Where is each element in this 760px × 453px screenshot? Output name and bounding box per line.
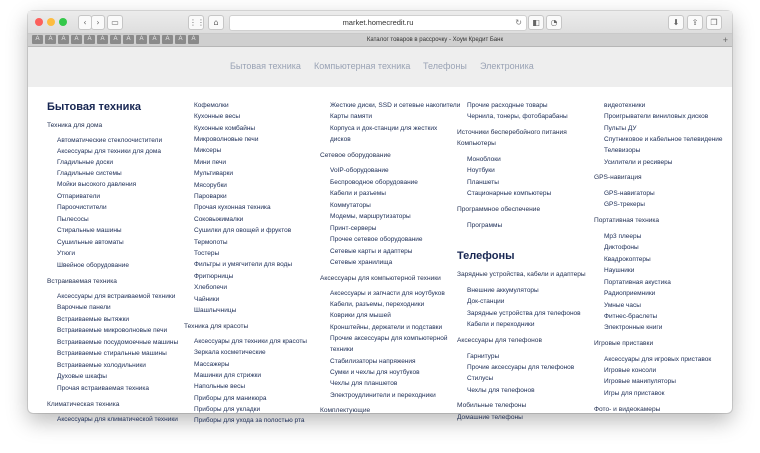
list-item[interactable]: Аксессуары для игровых приставок [604, 356, 712, 363]
list-item[interactable]: Программы [467, 222, 503, 229]
list-item[interactable]: Отпариватели [57, 193, 100, 200]
list-item[interactable]: Прочая кухонная техника [194, 204, 271, 211]
list-item[interactable]: Кофемолки [194, 102, 229, 109]
category-title[interactable]: Источники бесперебойного питания [457, 129, 567, 136]
list-item[interactable]: Планшеты [467, 179, 499, 186]
category-title[interactable]: Комплектующие [320, 407, 371, 414]
list-item[interactable]: Кухонные весы [194, 113, 241, 120]
list-item[interactable]: Принт-серверы [330, 225, 377, 232]
list-item[interactable]: Карты памяти [330, 113, 373, 120]
list-item[interactable]: Аксессуары и запчасти для ноутбуков [330, 290, 445, 297]
section-heading-appliances: Бытовая техника [47, 101, 141, 113]
category-title[interactable]: Мобильные телефоны [457, 402, 527, 409]
list-item[interactable]: Встраиваемые холодильники [57, 362, 146, 369]
list-item[interactable]: Встраиваемые микроволновые печи [57, 327, 168, 334]
list-item[interactable]: Игровые консоли [604, 367, 657, 374]
list-item[interactable]: Игровые манипуляторы [604, 378, 676, 385]
list-item[interactable]: Чернила, тонеры, фотобарабаны [467, 113, 568, 120]
list-item[interactable]: Массажеры [194, 361, 230, 368]
pinned-tab[interactable]: A [45, 35, 56, 44]
list-item[interactable]: Утюги [57, 250, 75, 257]
pinned-tab[interactable]: A [175, 35, 186, 44]
list-item[interactable]: Варочные панели [57, 304, 111, 311]
bookmark-icon[interactable]: ◔ [546, 15, 562, 30]
list-item[interactable]: Мультиварки [194, 170, 233, 177]
list-item[interactable]: Док-станции [467, 298, 505, 305]
list-item[interactable]: Фильтры и умягчители для воды [194, 261, 293, 268]
list-item[interactable]: Диктофоны [604, 244, 639, 251]
forward-button[interactable]: › [91, 15, 105, 30]
list-item[interactable]: Мини печи [194, 159, 227, 166]
browser-window [28, 11, 732, 424]
list-item[interactable]: GPS-трекеры [604, 201, 645, 208]
list-item[interactable]: Кабели, разъемы, переходники [330, 301, 425, 308]
list-item[interactable]: Сетевые карты и адаптеры [330, 248, 413, 255]
list-item[interactable]: GPS-навигаторы [604, 190, 655, 197]
category-title[interactable]: Фото- и видеокамеры [594, 406, 661, 413]
list-item[interactable]: Встраиваемые стиральные машины [57, 350, 167, 357]
list-item[interactable]: Спутниковое и кабельное телевидение [604, 136, 723, 143]
list-item[interactable]: Мясорубки [194, 182, 227, 189]
list-item[interactable]: Сумки и чехлы для ноутбуков [330, 369, 420, 376]
pinned-tab[interactable]: A [136, 35, 147, 44]
pinned-tab[interactable]: A [110, 35, 121, 44]
list-item[interactable]: Фритюрницы [194, 273, 234, 280]
list-item[interactable]: Радиоприемники [604, 290, 656, 297]
list-item[interactable]: Встраиваемые вытяжки [57, 316, 130, 323]
category-title[interactable]: Встраиваемая техника [47, 278, 117, 285]
list-item[interactable]: Пароочистители [57, 204, 107, 211]
list-item[interactable]: Жесткие диски, SSD и сетевые накопители [330, 102, 461, 109]
pinned-tab[interactable]: A [58, 35, 69, 44]
list-item[interactable]: дисков [330, 136, 351, 143]
minimize-window-button[interactable] [47, 18, 55, 26]
list-item[interactable]: Гладильные системы [57, 170, 122, 177]
list-item[interactable]: Аксессуары для встраиваемой техники [57, 293, 176, 300]
pinned-tab[interactable]: A [71, 35, 82, 44]
list-item[interactable]: Стилусы [467, 375, 494, 382]
list-item[interactable]: Аксессуары для техники для красоты [194, 338, 307, 345]
list-item[interactable]: Чайники [194, 296, 220, 303]
list-item[interactable]: VoIP-оборудование [330, 167, 389, 174]
list-item[interactable]: Аксессуары для климатической техники [57, 416, 178, 423]
list-item[interactable]: Модемы, маршрутизаторы [330, 213, 411, 220]
list-item[interactable]: Портативная акустика [604, 279, 671, 286]
list-item[interactable]: Прочая встраиваемая техника [57, 385, 150, 392]
list-item[interactable]: Швейное оборудование [57, 262, 129, 269]
extension-icon[interactable]: ◧ [528, 15, 544, 30]
list-item[interactable]: Корпуса и док-станции для жестких [330, 125, 438, 132]
list-item[interactable]: Прочие аксессуары для телефонов [467, 364, 575, 371]
list-item[interactable]: Сушильные автоматы [57, 239, 124, 246]
nav-phones[interactable]: Телефоны [423, 61, 467, 71]
url-text: market.homecredit.ru [342, 18, 414, 27]
category-title[interactable]: Компьютеры [457, 140, 496, 147]
list-item[interactable]: Коммутаторы [330, 202, 371, 209]
pinned-tab[interactable]: A [123, 35, 134, 44]
tabs-overview-icon[interactable]: ❐ [706, 15, 722, 30]
list-item[interactable]: Электроудлинители и переходники [330, 392, 436, 399]
list-item[interactable]: Прочее сетевое оборудование [330, 236, 423, 243]
category-title[interactable]: Портативная техника [594, 217, 660, 224]
list-item[interactable]: Гладильные доски [57, 159, 113, 166]
home-icon[interactable]: ⌂ [208, 15, 224, 30]
reload-icon[interactable]: ↻ [515, 18, 522, 27]
list-item[interactable]: Электронные книги [604, 324, 663, 331]
back-button[interactable]: ‹ [78, 15, 92, 30]
list-item[interactable]: Усилители и ресиверы [604, 159, 673, 166]
nav-appliances[interactable]: Бытовая техника [230, 61, 301, 71]
category-title[interactable]: Домашние телефоны [457, 414, 523, 421]
list-item[interactable]: Сушилки для овощей и фруктов [194, 227, 292, 234]
download-icon[interactable]: ⬇ [668, 15, 684, 30]
list-item[interactable]: Встраиваемые посудомоечные машины [57, 339, 179, 346]
close-window-button[interactable] [35, 18, 43, 26]
list-item[interactable]: Квадрокоптеры [604, 256, 651, 263]
pinned-tab[interactable]: A [32, 35, 43, 44]
nav-electronics[interactable]: Электроника [480, 61, 534, 71]
list-item[interactable]: Кабели и переходники [467, 321, 535, 328]
list-item[interactable]: Микроволновые печи [194, 136, 259, 143]
list-item[interactable]: Чехлы для телефонов [467, 387, 535, 394]
category-title[interactable]: Программное обеспечение [457, 206, 541, 213]
list-item[interactable]: Фитнес-браслеты [604, 313, 658, 320]
list-item[interactable]: Пульты ДУ [604, 125, 637, 132]
tab-bar [28, 34, 732, 47]
list-item[interactable]: Беспроводное оборудование [330, 179, 418, 186]
pinned-tab[interactable]: A [97, 35, 108, 44]
pinned-tab[interactable]: A [162, 35, 173, 44]
list-item[interactable]: Приборы для укладки [194, 406, 261, 413]
list-item[interactable]: Миксеры [194, 147, 222, 154]
list-item[interactable]: Приборы для маникюра [194, 395, 267, 402]
list-item[interactable]: Стабилизаторы напряжения [330, 358, 416, 365]
list-item[interactable]: Машинки для стрижки [194, 372, 262, 379]
category-title[interactable]: Зарядные устройства, кабели и адаптеры [457, 271, 586, 278]
catalog [28, 87, 732, 424]
list-item[interactable]: Аксессуары для техники для дома [57, 148, 161, 155]
category-title[interactable]: Сетевое оборудование [320, 152, 391, 159]
list-item[interactable]: видеотехники [604, 102, 646, 109]
list-item[interactable]: Тостеры [194, 250, 220, 257]
section-heading-phones: Телефоны [457, 250, 515, 262]
list-item[interactable]: Стиральные машины [57, 227, 122, 234]
list-item[interactable]: Шашлычницы [194, 307, 237, 314]
list-item[interactable]: Прочие аксессуары для компьютерной [330, 335, 448, 342]
list-item[interactable]: Напольные весы [194, 383, 246, 390]
pinned-tab[interactable]: A [188, 35, 199, 44]
category-title[interactable]: GPS-навигация [594, 174, 642, 181]
list-item[interactable]: Термопоты [194, 239, 228, 246]
list-item[interactable]: Зеркала косметические [194, 349, 266, 356]
list-item[interactable]: Телевизоры [604, 147, 641, 154]
list-item[interactable]: Автоматические стеклоочистители [57, 137, 163, 144]
list-item[interactable]: Стационарные компьютеры [467, 190, 552, 197]
list-item[interactable]: Чехлы для планшетов [330, 380, 398, 387]
list-item[interactable]: Проигрыватели виниловых дисков [604, 113, 709, 120]
zoom-window-button[interactable] [59, 18, 67, 26]
list-item[interactable]: Соковыжималки [194, 216, 244, 223]
list-item[interactable]: Моноблоки [467, 156, 501, 163]
category-title[interactable]: Игровые приставки [594, 340, 654, 347]
list-item[interactable]: Мойки высокого давления [57, 181, 137, 188]
list-item[interactable]: Пароварки [194, 193, 227, 200]
list-item[interactable]: Игры для приставок [604, 390, 665, 397]
list-item[interactable]: Зарядные устройства для телефонов [467, 310, 581, 317]
sidebar-toggle-icon[interactable]: ▭ [107, 15, 123, 30]
list-item[interactable]: Ноутбуки [467, 167, 495, 174]
list-item[interactable]: Наушники [604, 267, 635, 274]
share-icon[interactable]: ⇪ [687, 15, 703, 30]
list-item[interactable]: Умные часы [604, 302, 641, 309]
list-item[interactable]: Духовые шкафы [57, 373, 107, 380]
browser-toolbar [28, 11, 732, 34]
nav-computers[interactable]: Компьютерная техника [314, 61, 411, 71]
category-title[interactable]: Аксессуары для телефонов [457, 337, 542, 344]
list-item[interactable]: Коврики для мышей [330, 312, 391, 319]
pinned-tab[interactable]: A [84, 35, 95, 44]
category-title[interactable]: Техника для дома [47, 122, 103, 129]
list-item[interactable]: Сетевые хранилища [330, 259, 393, 266]
category-title[interactable]: Климатическая техника [47, 401, 120, 408]
list-item[interactable]: Хлебопечи [194, 284, 227, 291]
list-item[interactable]: техники [330, 346, 354, 353]
site-nav [28, 47, 732, 87]
list-item[interactable]: Кронштейны, держатели и подставки [330, 324, 443, 331]
grid-apps-icon[interactable]: ⋮⋮ [188, 15, 204, 30]
category-title[interactable]: Техника для красоты [184, 323, 249, 330]
pinned-tab[interactable]: A [149, 35, 160, 44]
list-item[interactable]: Прочие расходные товары [467, 102, 548, 109]
new-tab-button[interactable]: + [722, 35, 728, 45]
list-item[interactable]: Кухонные комбайны [194, 125, 256, 132]
list-item[interactable]: Внешние аккумуляторы [467, 287, 539, 294]
list-item[interactable]: Пылесосы [57, 216, 89, 223]
category-title[interactable]: Аксессуары для компьютерной техники [320, 275, 441, 282]
list-item[interactable]: Mp3 плееры [604, 233, 642, 240]
active-tab-title[interactable]: Каталог товаров в рассрочку - Хоум Кредит Банк [366, 37, 504, 43]
list-item[interactable]: Гарнитуры [467, 353, 500, 360]
list-item[interactable]: Кабели и разъемы [330, 190, 386, 197]
list-item[interactable]: Приборы для ухода за полостью рта [194, 417, 305, 424]
address-bar[interactable] [229, 15, 527, 31]
